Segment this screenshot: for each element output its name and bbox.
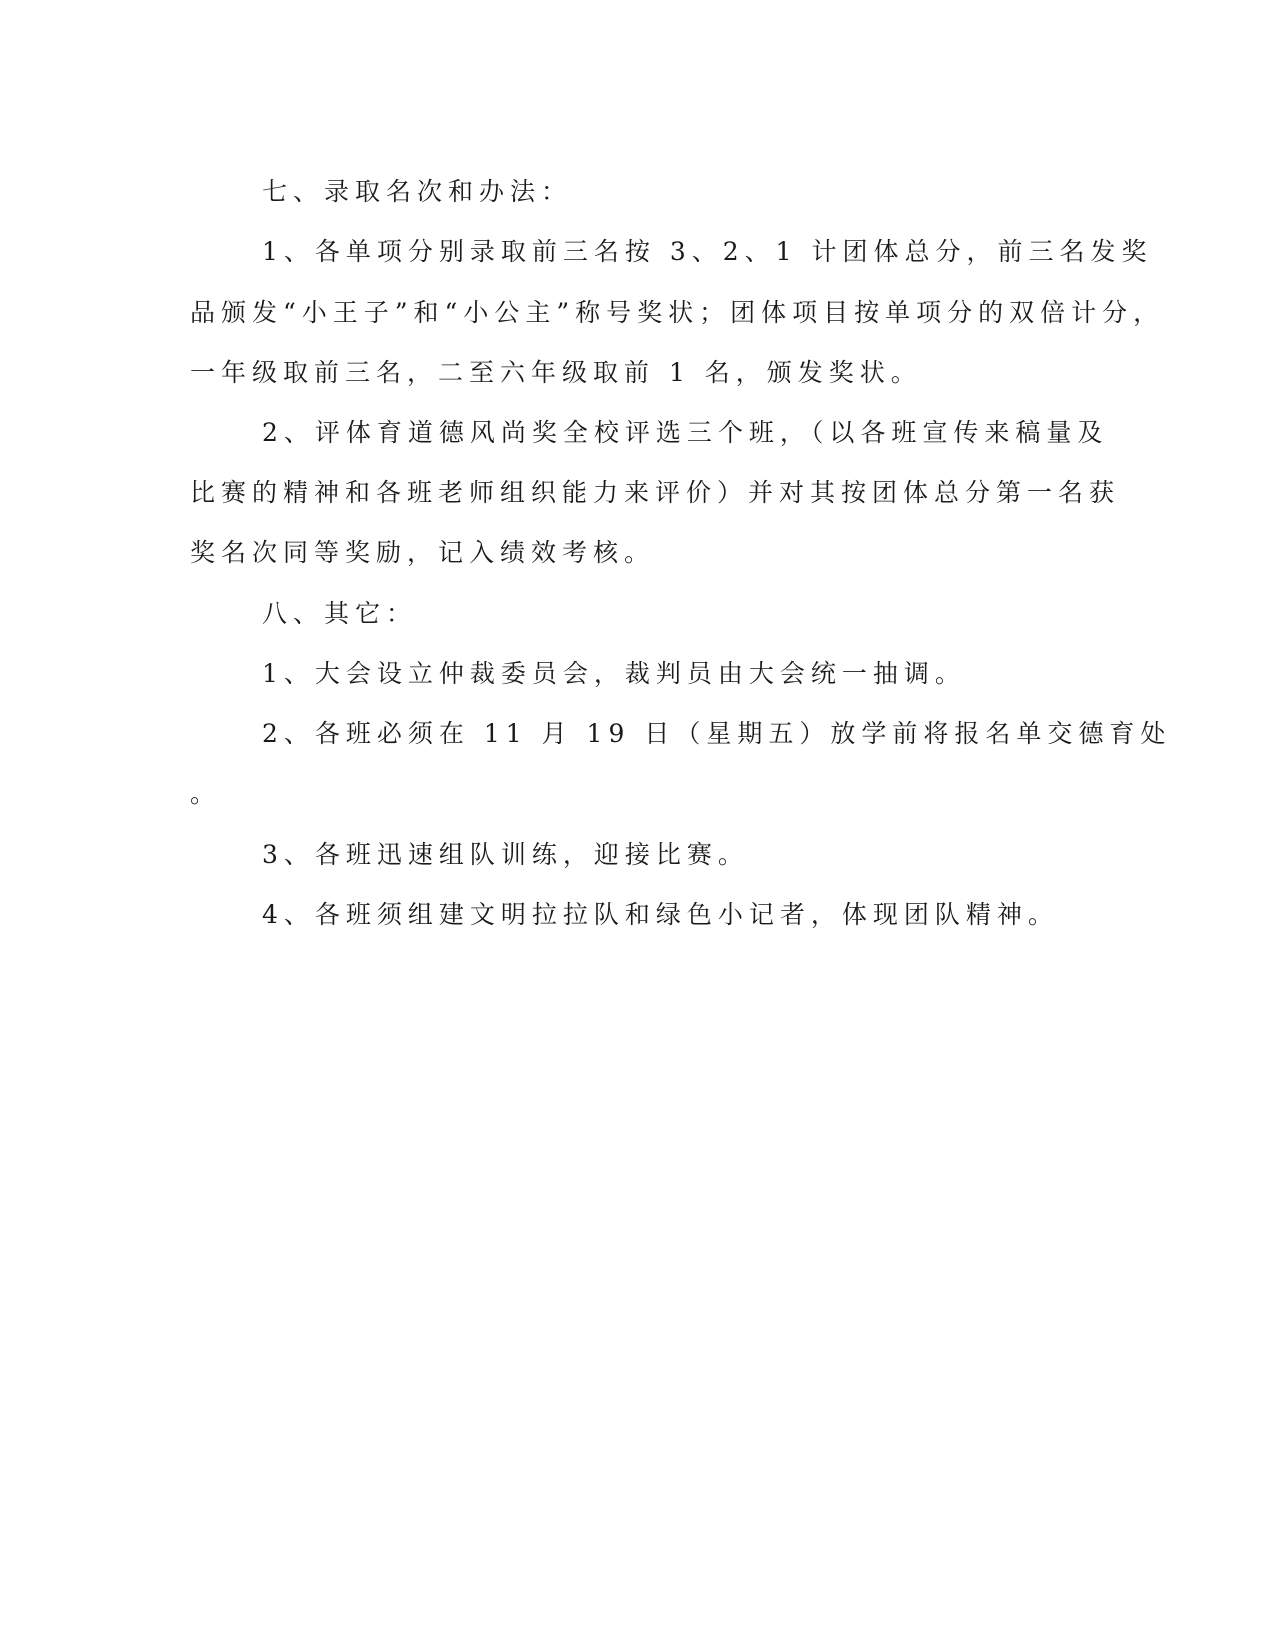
paragraph-line: 1、各单项分别录取前三名按 3、2、1 计团体总分，前三名发奖 [262,237,1153,266]
section-heading-seven: 七、录取名次和办法： [262,177,573,206]
paragraph-line: 品颁发“小王子”和“小公主”称号奖状；团体项目按单项分的双倍计分， [190,298,1165,327]
paragraph-line: 一年级取前三名，二至六年级取前 1 名，颁发奖状。 [190,358,922,387]
paragraph-line: 。 [190,779,222,808]
paragraph-line: 4、各班须组建文明拉拉队和绿色小记者，体现团队精神。 [262,900,1059,929]
section-heading-eight: 八、其它： [262,599,418,628]
paragraph-line: 2、评体育道德风尚奖全校评选三个班，（以各班宣传来稿量及 [262,418,1109,447]
paragraph-line: 2、各班必须在 11 月 19 日（星期五）放学前将报名单交德育处 [262,719,1172,748]
paragraph-line: 奖名次同等奖励，记入绩效考核。 [190,538,656,567]
paragraph-line: 1、大会设立仲裁委员会，裁判员由大会统一抽调。 [262,659,966,688]
paragraph-line: 比赛的精神和各班老师组织能力来评价）并对其按团体总分第一名获 [190,478,1121,507]
paragraph-line: 3、各班迅速组队训练，迎接比赛。 [262,840,749,869]
